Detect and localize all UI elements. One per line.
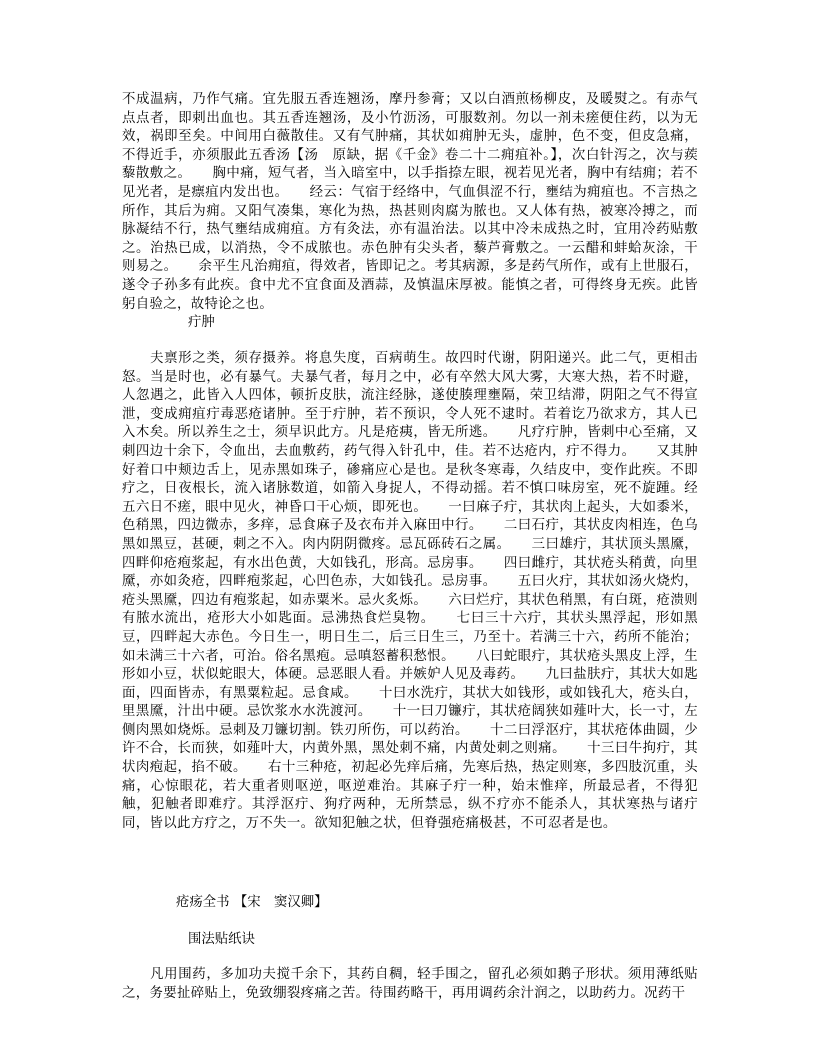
book-title-heading: 疮疡全书 【宋 窦汉卿】 bbox=[176, 895, 328, 910]
paragraph-dingzhong: 夫禀形之类，须存摄养。将息失度，百病萌生。故四时代谢，阴阳递兴。此二气，更相击怒。当是时也，必有暴气。夫暴气者，每月之中，必有卒然大风大雾，大寒大热，若不时避，人忽遇之，此皆入人四体，顿折皮肤，流注经脉，遂使腠理壅隔，荣卫结滞，阴阳之气不得宣泄，变成痈疽疔毒恶疮诸肿。至于疔肿，若不预识，令人死不逮时。若着讫乃欲求方，其人已入木矣。所以养生之士，须早识此方。凡是疮痍，皆无所逃。 凡疗疔肿，皆刺中心至痛，又刺四边十余下，令血出，去血敷药，药气得入针孔中，佳。若不达疮内，疔不得力。 又其肿好着口中颊边舌上，见赤黑如珠子，碜痛应心是也。是秋冬寒毒，久结皮中，变作此疾。不即疗之，日夜根长，流入诸脉数道，如箭入身捉人，不得动摇。若不慎口味房室，死不旋踵。经五六日不瘥，眼中见火，神昏口干心烦，即死也。 一曰麻子疔，其状肉上起头，大如黍米，色稍黑，四边微赤，多痒，忌食麻子及衣布并入麻田中行。 二曰石疔，其状皮肉相连，色乌黑如黑豆，甚硬，刺之不入。肉内阴阴微疼。忌瓦砾砖石之属。 三曰雄疔，其状顶头黑黡，四畔仰疮疱浆起，有水出色黄，大如钱孔，形高。忌房事。 四曰雌疔，其状疮头稍黄，向里黡，亦如灸疮，四畔疱浆起，心凹色赤，大如钱孔。忌房事。 五曰火疔，其状如汤火烧灼，疮头黑黡，四边有疱浆起，如赤粟米。忌火炙烁。 六曰烂疔，其状色稍黑，有白斑，疮溃则有脓水流出，疮形大小如匙面。忌沸热食烂臭物。 七曰三十六疔，其状头黑浮起，形如黑豆，四畔起大赤色。今日生一，明日生二，后三日生三，乃至十。若满三十六，药所不能治；如未满三十六者，可治。俗名黑疱。忌嗔怒蓄积愁恨。 八曰蛇眼疔，其状疮头黑皮上浮，生形如小豆，状似蛇眼大，体硬。忌恶眼人看。并嫉妒人见及毒药。 九曰盐肤疔，其状大如匙面，四面皆赤，有黑粟粒起。忌食咸。 十曰水洗疔，其状大如钱形，或如钱孔大，疮头白，里黑黡，汁出中硬。忌饮浆水水洗渡河。 十一曰刀镰疔，其状疮阔狭如薤叶大，长一寸，左侧肉黑如烧烁。忌刺及刀镰切割。铁刃所伤，可以药治。 十二曰浮沤疔，其状疮体曲圆，少许不合，长而狭，如薤叶大，内黄外黑，黑处刺不痛，内黄处刺之则痛。 十三曰牛拘疔，其状肉疱起，掐不破。 右十三种疮，初起必先痒后痛，先寒后热，热定则寒，多四肢沉重，头痛，心惊眼花，若大重者则呕逆，呕逆难治。其麻子疔一种，始末惟痒，所最忌者，不得犯触，犯触者即难疗。其浮沤疔、狗疗两种，无所禁忌，纵不疗亦不能杀人，其状寒热与诸疔同，皆以此方疗之，万不失一。欲知犯触之状，但脊强疮痛极甚，不可忍者是也。 bbox=[122, 351, 698, 831]
section-heading-dingzhong: 疔肿 bbox=[188, 315, 215, 330]
paragraph-abscess-treatment: 不成温病，乃作气痛。宜先服五香连翘汤，摩丹参膏；又以白酒煎杨柳皮，及暖熨之。有赤气点点者，即刺出血也。其五香连翘汤，及小竹沥汤，可服数剂。勿以一剂未瘥便住药，以为无效，祸即至矣。中间用白薇散佳。又有气肿痛，其状如痈肿无头，虚肿，色不变，但皮急痛，不得近手，亦须服此五香汤【汤 原缺，据《千金》卷二十二痈疽补。】，次白针泻之，次与蒺藜散敷之。 胸中痛，短气者，当入暗室中，以手指捺左眼，视若见光者，胸中有结痈；若不见光者，是瘭疽内发出也。 经云：气宿于经络中，气血俱涩不行，壅结为痈疽也。不言热之所作，其后为痈。又阳气凑集，寒化为热，热甚则肉腐为脓也。又人体有热，被寒冷搏之，而脉凝结不行，热气壅结成痈疽。方有灸法，亦有温治法。以其中冷未成热之时，宜用冷药贴敷之。治热已成，以消热，令不成脓也。赤色肿有尖头者，藜芦膏敷之。一云醋和蚌蛤灰涂，干则易之。 余平生凡治痈疽，得效者，皆即记之。考其病源，多是药气所作，或有上世服石，遂令子孙多有此疾。食中尤不宜食面及酒蒜，及慎温床厚被。能慎之者，可得终身无疾。此皆躬自验之，故特论之也。 bbox=[122, 92, 698, 312]
paragraph-weifa: 凡用围药，多加功夫搅千余下，其药自稠，轻手围之，留孔必须如鹅子形状。须用薄纸贴之，务要扯碎贴上，免致绷裂疼痛之苦。待围药略干，再用调药余汁润之，以助药力。况药干 bbox=[122, 967, 698, 1001]
section-heading-weifa: 围法贴纸诀 bbox=[188, 932, 255, 947]
